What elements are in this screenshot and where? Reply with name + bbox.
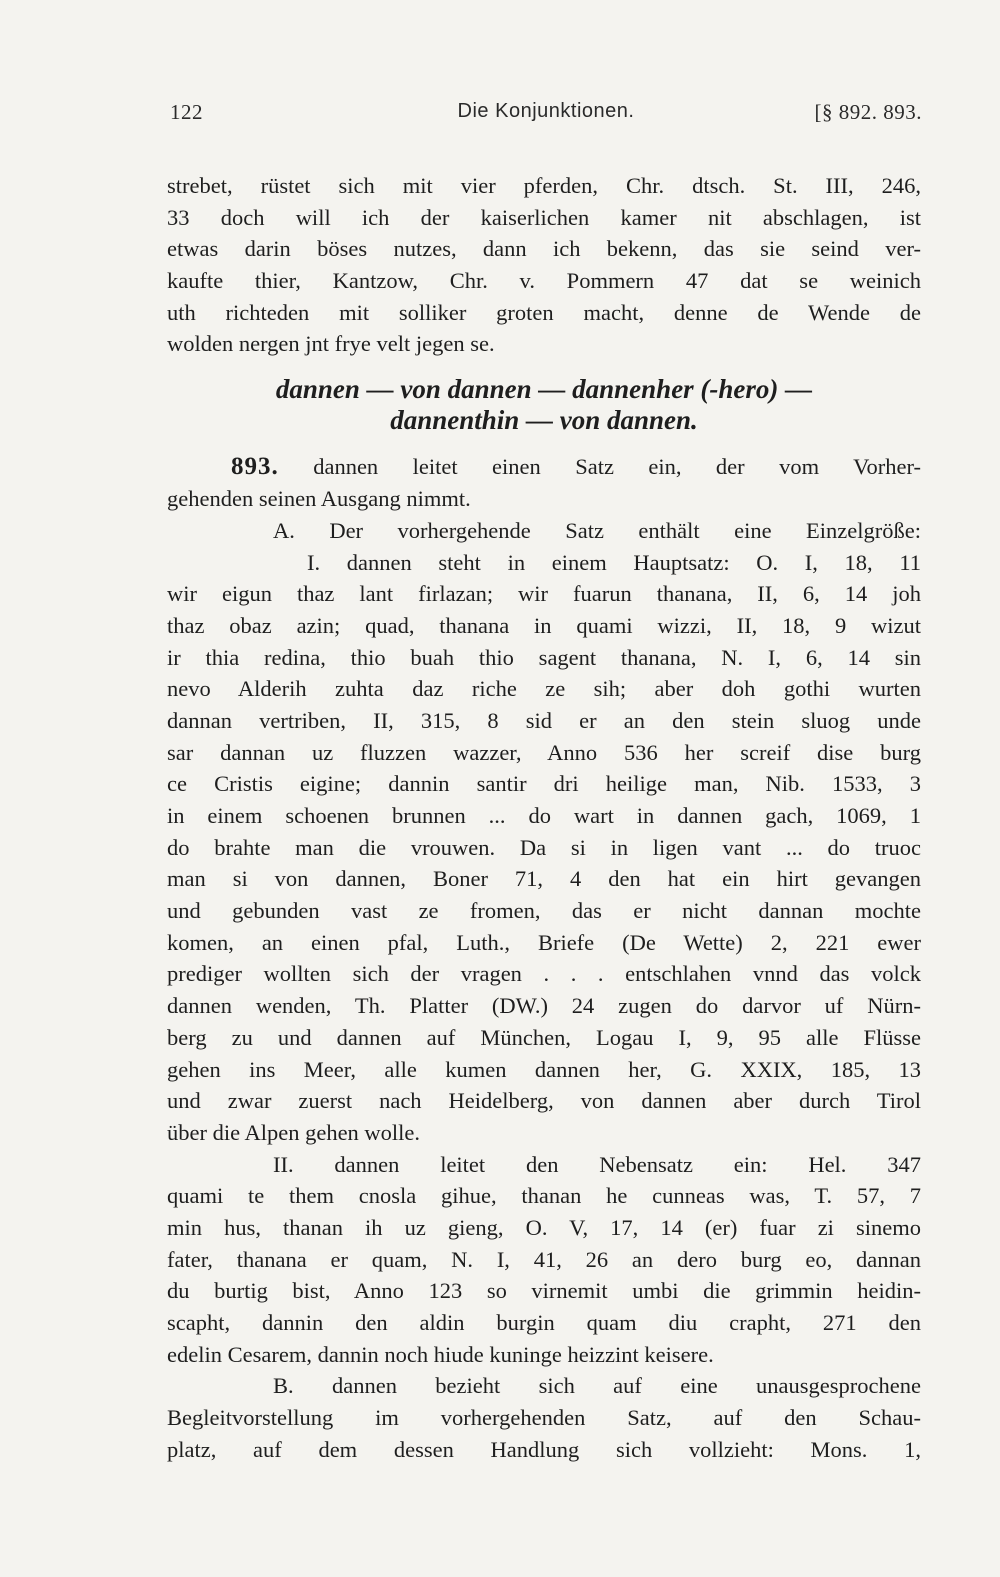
running-header — [170, 100, 922, 134]
text-line: scapht, dannin den aldin burgin quam diu crapht, 271 den — [167, 1310, 921, 1335]
text-line: gehen ins Meer, alle kumen dannen her, G. XXIX, 185, 13 — [167, 1056, 921, 1082]
section-number: 893. — [231, 453, 279, 481]
text-line: 33 doch will ich der kaiserlichen kamer nit abschlagen, ist — [167, 204, 921, 230]
section-heading-line-1: dannen — von dannen — dannenher (-hero) — — [275, 374, 813, 405]
text-line: quami te them cnosla gihue, thanan he cunneas was, T. 57, 7 — [167, 1183, 921, 1209]
text-line: fater, thanana er quam, N. I, 41, 26 an dero burg eo, dannan — [167, 1246, 921, 1272]
text-line: du burtig bist, Anno 123 so virnemit umbi die grimmin heidin- — [167, 1278, 921, 1304]
text-line: uth richteden mit solliker groten macht, denne de Wende de — [167, 299, 921, 325]
text-line: thaz obaz azin; quad, thanana in quami wizzi, II, 18, 9 wizut — [167, 612, 921, 638]
text-line: sar dannan uz fluzzen wazzer, Anno 536 her screif dise burg — [167, 739, 921, 765]
text-line: prediger wollten sich der vragen . . . entschlahen vnnd das volck — [167, 961, 921, 987]
section-reference: [§ 892. 893. — [814, 100, 922, 124]
text-line: min hus, thanan ih uz gieng, O. V, 17, 14 (er) fuar zi sinemo — [167, 1214, 921, 1240]
text-line: dannen wenden, Th. Platter (DW.) 24 zugen do darvor uf Nürn- — [167, 993, 921, 1019]
text-line: ce Cristis eigine; dannin santir dri heilige man, Nib. 1533, 3 — [167, 771, 921, 797]
text-line: komen, an einen pfal, Luth., Briefe (De Wette) 2, 221 ewer — [167, 929, 921, 955]
text-line: kaufte thier, Kantzow, Chr. v. Pommern 47 dat se weinich — [167, 268, 921, 294]
running-title: Die Konjunktionen. — [457, 100, 635, 122]
text-line: wir eigun thaz lant firlazan; wir fuarun thanana, II, 6, 14 joh — [167, 581, 921, 607]
page-body — [167, 170, 921, 1465]
text-line: do brahte man die vrouwen. Da si in ligen vant ... do truoc — [167, 834, 921, 860]
text-line: man si von dannen, Boner 71, 4 den hat ein hirt gevangen — [167, 866, 921, 892]
text-line: platz, auf dem dessen Handlung sich vollzieht: Mons. 1, — [167, 1436, 921, 1462]
text-line: etwas darin böses nutzes, dann ich bekenn, das sie seind ver- — [167, 236, 921, 262]
section-heading-line-2: dannenthin — von dannen. — [390, 405, 698, 436]
text-line: über die Alpen gehen wolle. — [167, 1119, 421, 1145]
text-line: dannan vertriben, II, 315, 8 sid er an den stein sluog unde — [167, 707, 921, 733]
text-line: und gebunden vast ze fromen, das er nicht dannan mochte — [167, 898, 921, 924]
subheading-a: A. Der vorhergehende Satz enthält eine Einzelgröße: — [273, 517, 921, 543]
text-line: nevo Alderih zuhta daz riche ze sih; aber doh gothi wurten — [167, 676, 921, 702]
text-line: wolden nergen jnt frye velt jegen se. — [167, 331, 495, 357]
text-line: Begleitvorstellung im vorhergehenden Satz, auf den Schau- — [167, 1405, 921, 1431]
page-number: 122 — [170, 100, 203, 124]
text-line: gehenden seinen Ausgang nimmt. — [167, 486, 471, 512]
text-line: edelin Cesarem, dannin noch hiude kuninge heizzint keisere. — [167, 1341, 714, 1367]
paragraph-893-first-line — [167, 450, 921, 483]
text-line: berg zu und dannen auf München, Logau I, 9, 95 alle Flüsse — [167, 1024, 921, 1050]
subheading-b: B. dannen bezieht sich auf eine unausgesprochene — [273, 1373, 921, 1399]
text-line: ir thia redina, thio buah thio sagent thanana, N. I, 6, 14 sin — [167, 644, 921, 670]
subheading-a-ii: II. dannen leitet den Nebensatz ein: Hel. 347 — [273, 1151, 921, 1177]
text-line: strebet, rüstet sich mit vier pferden, Chr. dtsch. St. III, 246, — [167, 173, 921, 198]
text-line: und zwar zuerst nach Heidelberg, von dannen aber durch Tirol — [167, 1088, 921, 1114]
subheading-a-i: I. dannen steht in einem Hauptsatz: O. I, 18, 11 — [307, 549, 921, 575]
text-fragment: dannen leitet einen Satz ein, der vom Vorher- — [313, 454, 922, 480]
text-line: in einem schoenen brunnen ... do wart in dannen gach, 1069, 1 — [167, 803, 921, 828]
